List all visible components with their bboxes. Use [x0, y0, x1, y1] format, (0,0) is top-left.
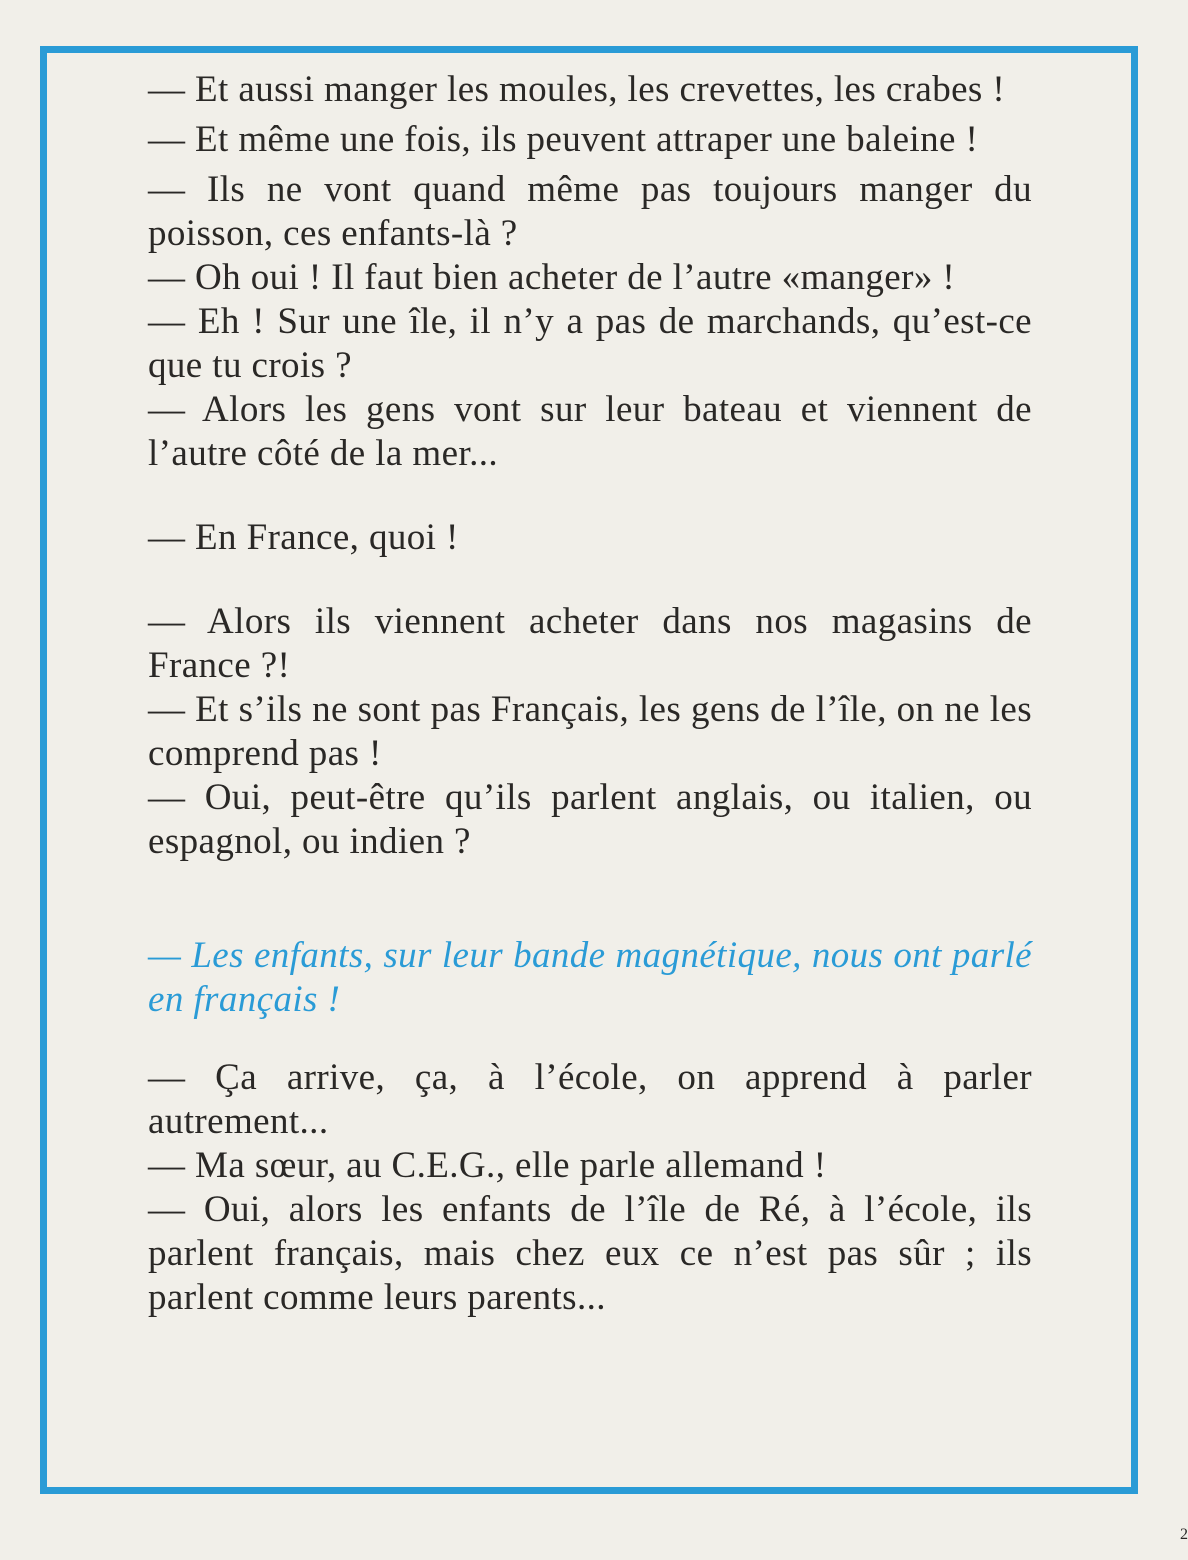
dialogue-line: — Alors ils viennent acheter dans nos magasins de France ?!: [148, 601, 1032, 686]
dialogue-line: — Ils ne vont quand même pas toujours manger du poisson, ces enfants-là ?: [148, 169, 1032, 254]
highlighted-dialogue-line: — Les enfants, sur leur bande magnétique, nous ont parlé en français !: [148, 935, 1032, 1020]
dialogue-line: — Alors les gens vont sur leur bateau et viennent de l’autre côté de la mer...: [148, 389, 1032, 474]
dialogue-line: — En France, quoi !: [148, 517, 459, 558]
dialogue-line: — Et même une fois, ils peuvent attraper une baleine !: [148, 119, 979, 160]
page-number: 2: [1180, 1526, 1188, 1543]
dialogue-line: — Ça arrive, ça, à l’école, on apprend à parler autrement...: [148, 1057, 1032, 1142]
dialogue-line: — Oui, alors les enfants de l’île de Ré, à l’école, ils parlent français, mais chez eux ce n’est pas sûr ; ils parlent comme leurs parents...: [148, 1189, 1032, 1318]
dialogue-line: — Eh ! Sur une île, il n’y a pas de marchands, qu’est-ce que tu crois ?: [148, 301, 1032, 386]
dialogue-line: — Oh oui ! Il faut bien acheter de l’autre «manger» !: [148, 257, 956, 298]
dialogue-line: — Oui, peut-être qu’ils parlent anglais, ou italien, ou espagnol, ou indien ?: [148, 777, 1032, 862]
dialogue-line: — Ma sœur, au C.E.G., elle parle allemand !: [148, 1145, 827, 1186]
dialogue-line: — Et aussi manger les moules, les crevettes, les crabes !: [148, 69, 1006, 110]
page-content: [148, 68, 1032, 1320]
dialogue-line: — Et s’ils ne sont pas Français, les gens de l’île, on ne les comprend pas !: [148, 689, 1032, 774]
